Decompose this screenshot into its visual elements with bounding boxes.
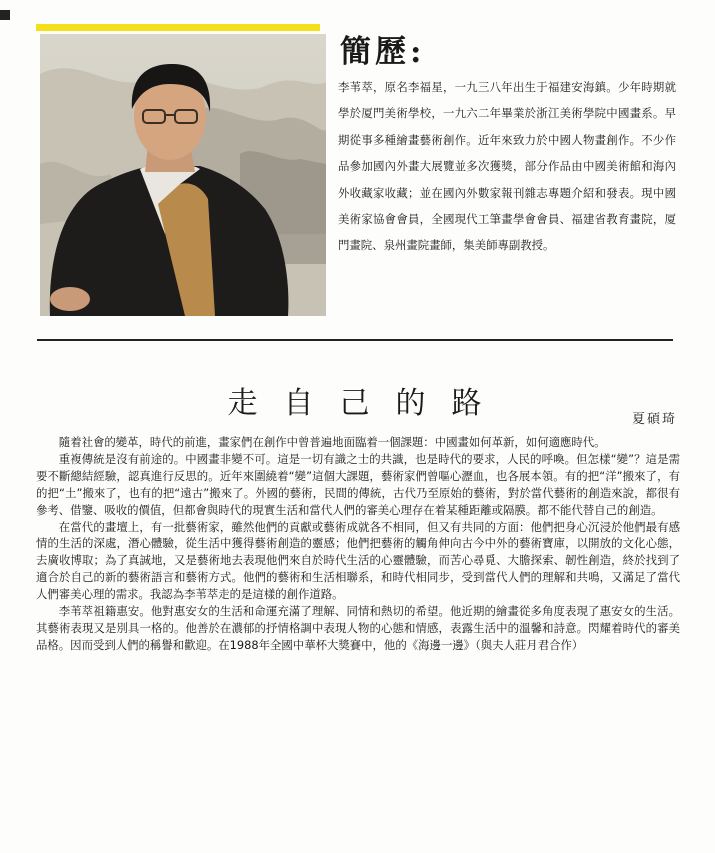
portrait-illustration xyxy=(40,34,326,316)
article-paragraph: 在當代的畫壇上，有一批藝術家，雖然他們的貢獻或藝術成就各不相同，但又有共同的方面：他們把身心沉浸於他們最有感情的生活的深處，潛心體驗，從生活中獲得藝術創造的靈感；他們把藝術的觸角伸向古今中外的藝術寶庫，以開放的文化心態，去廣收博取；為了真誠地，又是藝術地去表現他們來自於時代生活的心靈體驗，而苦心尋覓、大膽探索、韌性創造，終於找到了適合於自己的新的藝術語言和藝術方式。他們的藝術和生活相聯系，和時代相同步，受到當代人們的理解和共鳴，又滿足了當代人們審美心理的需求。我認為李苇萃走的是這樣的創作道路。 xyxy=(36,519,680,602)
article-paragraph: 隨着社會的變革，時代的前進，畫家們在創作中曾普遍地面臨着一個課題：中國畫如何革新，如何適應時代。 xyxy=(58,435,606,449)
article-title: 走自己的路 xyxy=(227,386,508,421)
article-author: 夏碩琦 xyxy=(631,412,677,427)
portrait-photo xyxy=(40,34,326,316)
article-paragraph: 重複傳統是沒有前途的。中國畫非變不可。這是一切有識之士的共識，也是時代的要求，人民的呼喚。但怎樣“變”？這是需要不斷總結經驗，認真進行反思的。近年來圍繞着“變”這個大課題，藝術家們曾嘔心瀝血，也各展本領。有的把“洋”搬來了，有的把“土”搬來了，也有的把“遠古”搬來了。外國的藝術，民間的傳統，古代乃至原始的藝術，對於當代藝術的創造來說，都很有參考、借鑒、吸收的價值，但都會與時代的現實生活和當代人們的審美心理存在着某種距離或隔膜。都不能代替自己的創造。 xyxy=(36,451,680,517)
bio-title: 簡歷: xyxy=(340,34,426,70)
yellow-accent-bar xyxy=(36,24,320,31)
article-paragraph: 李苇萃祖籍惠安。他對惠安女的生活和命運充滿了理解、同情和熱切的希望。他近期的繪畫從多角度表現了惠安女的生活。其藝術表現又是別具一格的。他善於在濃郁的抒情格調中表現人物的心態和情感，表露生活中的溫馨和詩意。閃耀着時代的審美品格。因而受到人們的稱譽和歡迎。在1988年全國中華杯大獎賽中，他的《海邊一邊》（與夫人莊月君合作） xyxy=(36,604,680,652)
article-body xyxy=(36,434,680,654)
bio-text xyxy=(338,74,676,259)
section-divider xyxy=(37,339,673,341)
bio-paragraph: 李苇萃，原名李福星，一九三八年出生于福建安海鎮。少年時期就學於厦門美術學校，一九六二年畢業於浙江美術學院中國畫系。早期從事多種繪畫藝術創作。近年來致力於中國人物畫創作。不少作品參加國內外畫大展覽並多次獲獎，部分作品由中國美術館和海內外收藏家收藏；並在國內外數家報刊雜志專題介紹和發表。現中國美術家協會會員，全國現代工筆畫學會會員、福建省教育畫院，厦門畫院、泉州畫院畫師，集美師專副教授。 xyxy=(338,80,676,253)
corner-mark xyxy=(0,10,10,20)
